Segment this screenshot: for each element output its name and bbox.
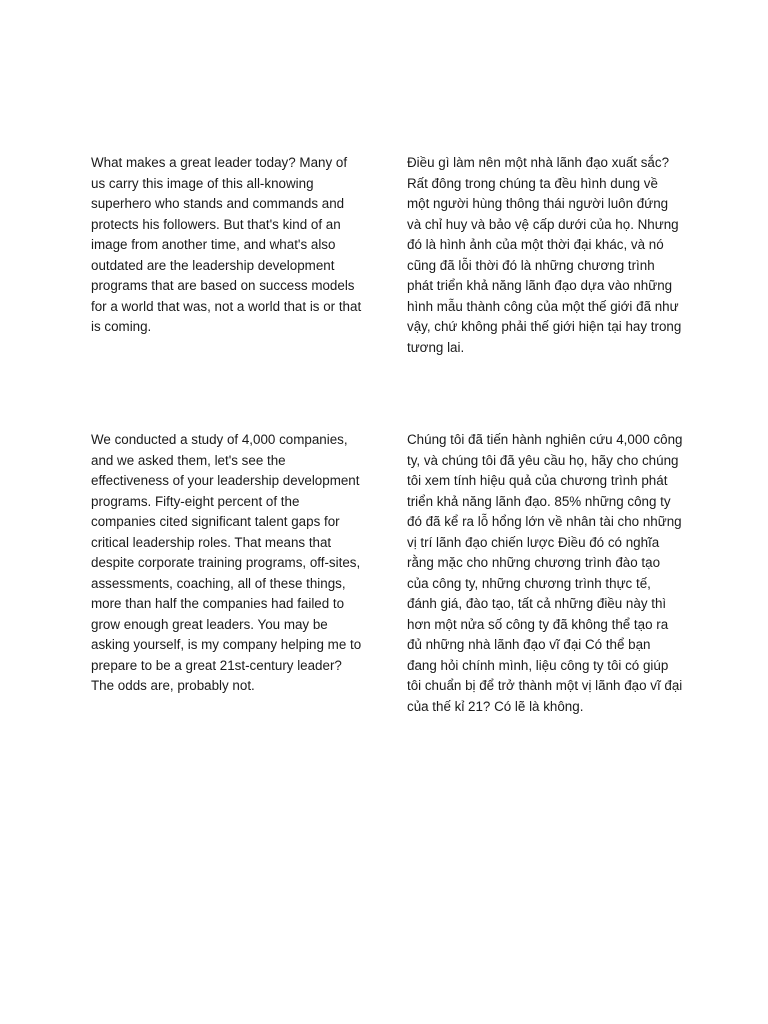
paragraph-vietnamese-1: Điều gì làm nên một nhà lãnh đạo xuất sắc? Rất đông trong chúng ta đều hình dung về một người hùng thông thái người luôn đứng và chỉ huy và bảo vệ cấp dưới của họ. Nhưng đó là hình ảnh của một thời đại khác, và nó cũng đã lỗi thời đó là những chương trình phát triển khả năng lãnh đạo dựa vào những hình mẫu thành công của một thế giới đã như vậy, chứ không phải thế giới hiện tại hay trong tương lai. <box>407 155 682 355</box>
paragraph-english-1: What makes a great leader today? Many of us carry this image of this all-knowing superhero who stands and commands and protects his followers. But that's kind of an image from another time, and what's also outdated are the leadership development programs that are based on success models for a world that was, not a world that is or that is coming. <box>91 155 362 334</box>
paragraph-vietnamese-2: Chúng tôi đã tiến hành nghiên cứu 4,000 công ty, và chúng tôi đã yêu cầu họ, hãy cho chúng tôi xem tính hiệu quả của chương trình phát triển khả năng lãnh đạo. 85% những công ty đó đã kể ra lỗ hổng lớn về nhân tài cho những vị trí lãnh đạo chiến lược Điều đó có nghĩa rằng mặc cho những chương trình đào tạo của công ty, những chương trình thực tế, đánh giá, đào tạo, tất cả những điều này thì hơn một nửa số công ty đã không thể tạo ra đủ những nhà lãnh đạo vĩ đại Có thể bạn đang hỏi chính mình, liệu công ty tôi có giúp tôi chuẩn bị để trở thành một vị lãnh đạo vĩ đại của thế kỉ 21? Có lẽ là không. <box>407 432 683 714</box>
paragraph-english-2: We conducted a study of 4,000 companies, and we asked them, let's see the effectiveness of your leadership development programs. Fifty-eight percent of the companies cited significant talent gaps for critical leadership roles. That means that despite corporate training programs, off-sites, assessments, coaching, all of these things, more than half the companies had failed to grow enough great leaders. You may be asking yourself, is my company helping me to prepare to be a great 21st-century leader? The odds are, probably not. <box>91 432 362 693</box>
